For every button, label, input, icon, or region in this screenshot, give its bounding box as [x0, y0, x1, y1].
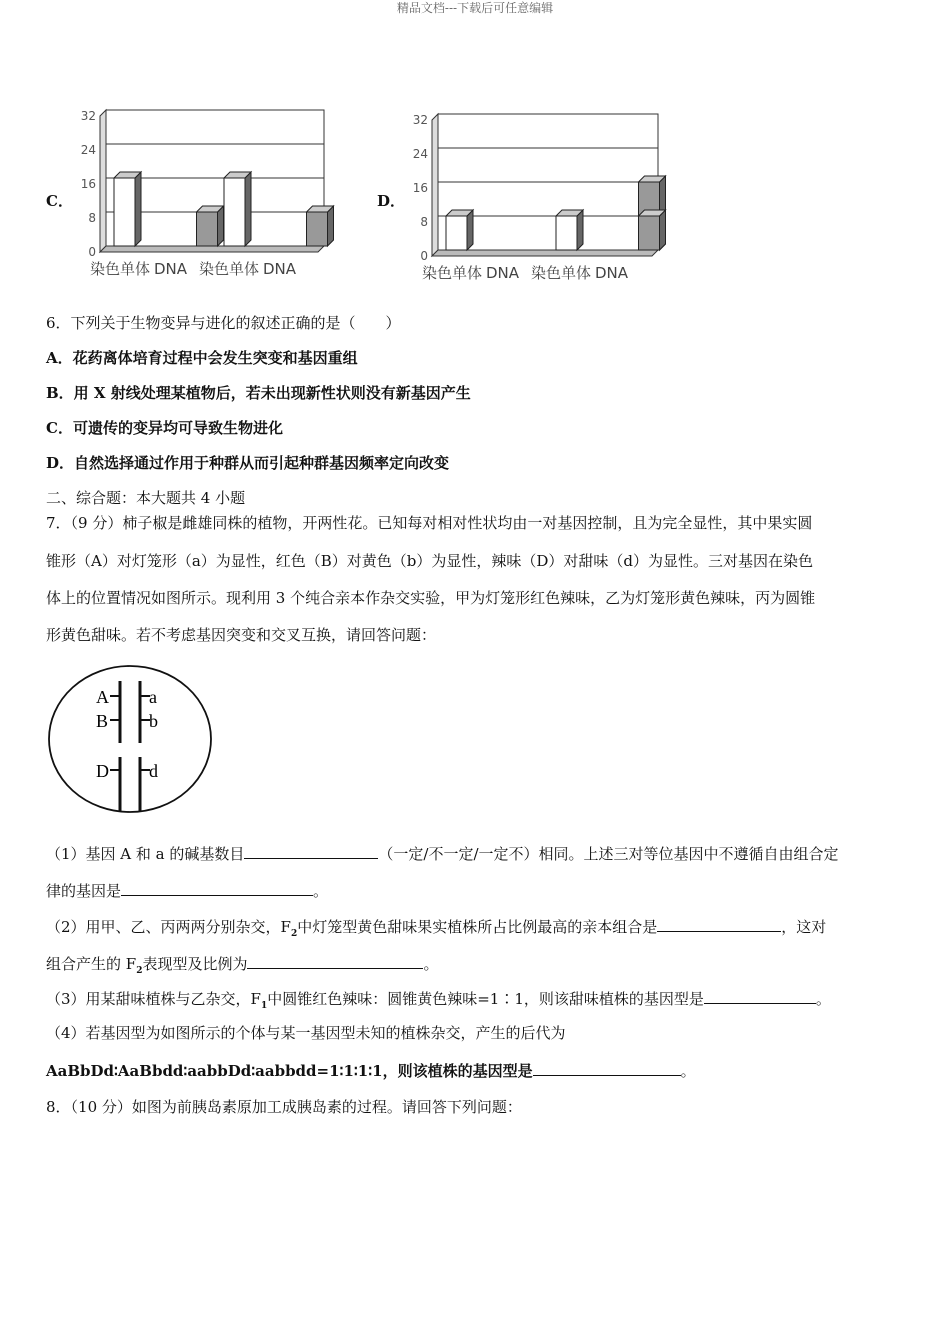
chart-c — [76, 104, 336, 286]
bar-染色单体-16 — [114, 178, 135, 246]
answer-blank-5[interactable] — [704, 988, 816, 1004]
x-label-dna-2: DNA — [595, 264, 629, 282]
q7-p2-text-b: 中灯笼型黄色甜味果实植株所占比例最高的亲本组合是 — [297, 918, 658, 936]
q6-stem: 6．下列关于生物变异与进化的叙述正确的是（ ） — [46, 314, 401, 332]
answer-blank-3[interactable] — [657, 916, 781, 932]
answer-blank-6[interactable] — [533, 1060, 681, 1076]
q6-option-d: D．自然选择通过作用于种群从而引起种群基因频率定向改变 — [46, 454, 450, 472]
q7-line-4: 形黄色甜味。若不考虑基因突变和交叉互换，请回答问题： — [46, 626, 437, 644]
y-tick-8: 8 — [88, 211, 96, 225]
chart-d — [408, 108, 668, 290]
q7-part-4-line-2 — [46, 1060, 696, 1081]
q7-p2-text-e: 表现型及比例为 — [142, 955, 248, 973]
x-label-chromatid-1: 染色单体 — [90, 260, 151, 278]
q6-option-b: B．用 X 射线处理某植物后，若未出现新性状则没有新基因产生 — [46, 384, 471, 402]
q6-option-c: C．可遗传的变异均可导致生物进化 — [46, 419, 283, 437]
q7-p2-text-f: 。 — [423, 955, 439, 973]
bar-side — [218, 206, 224, 246]
q7-part-4-line-1: （4）若基因型为如图所示的个体与某一基因型未知的植株杂交，产生的后代为 — [46, 1024, 566, 1042]
answer-blank-4[interactable] — [247, 953, 423, 969]
bar-side — [135, 172, 141, 246]
y-tick-16: 16 — [80, 177, 96, 191]
q7-p1-text-b: （一定/不一定/一定不）相同。上述三对等位基因中不遵循自由组合定 — [378, 845, 839, 863]
section-2-title: 二、综合题：本大题共 4 小题 — [46, 489, 246, 507]
bar-side — [467, 210, 473, 250]
answer-blank-2[interactable] — [121, 880, 313, 896]
bar-DNA-8 — [197, 212, 218, 246]
q7-p3-sub: 1 — [260, 1001, 268, 1011]
q7-part-2-line-1 — [46, 916, 826, 944]
x-label-chromatid-1: 染色单体 — [422, 264, 483, 282]
bar-DNA-8 — [639, 216, 660, 250]
bar-染色单体-8 — [556, 216, 577, 250]
q7-p1-text-a: （1）基因 A 和 a 的碱基数目 — [46, 845, 245, 863]
q7-p2-sub2: 2 — [136, 966, 143, 976]
y-tick-8: 8 — [420, 215, 428, 229]
y-tick-0: 0 — [88, 245, 96, 259]
x-label-chromatid-2: 染色单体 — [531, 264, 592, 282]
chart-d-svg — [408, 108, 668, 286]
q7-line-1: 7．（9 分）柿子椒是雌雄同株的植物，开两性花。已知每对相对性状均由一对基因控制，且为完全显性，其中果实圆 — [46, 514, 813, 532]
bar-DNA-8 — [307, 212, 328, 246]
cell-diagram — [48, 663, 218, 823]
q7-line-3: 体上的位置情况如图所示。现利用 3 个纯合亲本作杂交实验，甲为灯笼形红色辣味，乙为灯笼形黄色辣味，丙为圆锥 — [46, 589, 816, 607]
option-c-label: C． — [46, 192, 73, 210]
q7-p4-text-c: 。 — [680, 1062, 696, 1080]
q7-part-1-line-2 — [46, 880, 328, 901]
q7-p1-text-d: 。 — [313, 882, 329, 900]
chart-c-svg — [76, 104, 336, 282]
y-tick-0: 0 — [420, 249, 428, 263]
y-tick-24: 24 — [80, 143, 96, 157]
q7-part-2-line-2 — [46, 953, 438, 981]
x-label-dna-2: DNA — [263, 260, 297, 278]
bar-side — [660, 210, 666, 250]
q7-line-2: 锥形（A）对灯笼形（a）为显性，红色（B）对黄色（b）为显性，辣味（D）对甜味（d）为显性。三对基因在染色 — [46, 552, 814, 570]
page-header: 精品文档---下载后可任意编辑 — [396, 1, 554, 15]
q8-stem: 8．（10 分）如图为前胰岛素原加工成胰岛素的过程。请回答下列问题： — [46, 1098, 522, 1116]
q6-option-a: A．花药离体培育过程中会发生突变和基因重组 — [46, 349, 358, 367]
q7-p1-text-c: 律的基因是 — [46, 882, 122, 900]
answer-blank-1[interactable] — [244, 843, 378, 859]
q7-p3-text-a: （3）用某甜味植株与乙杂交，F — [46, 990, 261, 1008]
y-tick-32: 32 — [412, 113, 428, 127]
bar-染色单体-16 — [224, 178, 245, 246]
gene-A-label: A — [96, 687, 109, 707]
q7-p2-text-d: 组合产生的 F — [46, 955, 137, 973]
y-tick-16: 16 — [412, 181, 428, 195]
y-tick-24: 24 — [412, 147, 428, 161]
x-label-dna-1: DNA — [154, 260, 188, 278]
q7-p3-text-b: 中圆锥红色辣味：圆锥黄色辣味=1∶1，则该甜味植株的基因型是 — [267, 990, 704, 1008]
bar-side — [328, 206, 334, 246]
gene-b-label: b — [149, 711, 158, 731]
gene-a-label: a — [149, 687, 157, 707]
x-label-dna-1: DNA — [486, 264, 520, 282]
q7-p3-text-c: 。 — [815, 990, 831, 1008]
gene-D-label: D — [96, 761, 109, 781]
cell-outline — [49, 666, 211, 812]
q7-part-3 — [46, 988, 831, 1016]
q7-p2-text-a: （2）用甲、乙、丙两两分别杂交，F — [46, 918, 291, 936]
x-label-chromatid-2: 染色单体 — [199, 260, 260, 278]
bar-染色单体-8 — [446, 216, 467, 250]
option-d-label: D． — [377, 192, 406, 210]
q7-p4-text-b: AaBbDd∶AaBbdd∶aabbDd∶aabbdd=1∶1∶1∶1，则该植株的基因型是 — [46, 1062, 533, 1080]
bar-side — [577, 210, 583, 250]
q7-p2-text-c: ，这对 — [781, 918, 827, 936]
gene-d-label: d — [149, 761, 158, 781]
q7-part-1-line-1 — [46, 843, 839, 864]
y-tick-32: 32 — [80, 109, 96, 123]
gene-B-label: B — [96, 711, 109, 731]
q7-p2-sub: 2 — [290, 929, 298, 939]
bar-side — [245, 172, 251, 246]
